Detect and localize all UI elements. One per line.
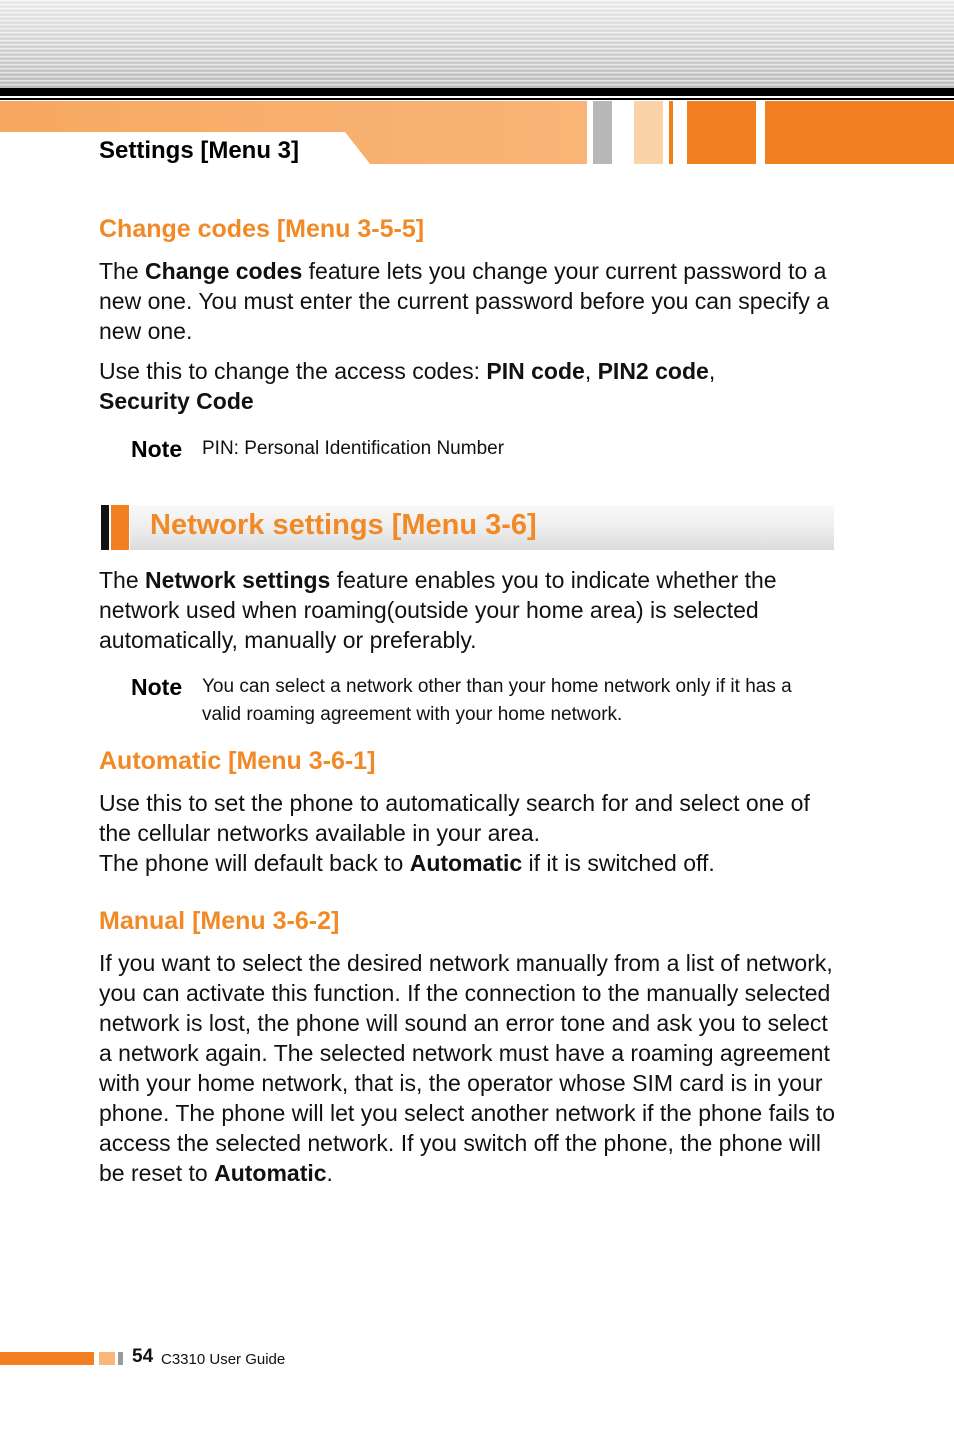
- manual-heading: Manual [Menu 3-6-2]: [99, 907, 340, 935]
- header-black-rule: [0, 88, 954, 96]
- access-codes-paragraph: Use this to change the access codes: PIN code, PIN2 code, Security Code: [99, 358, 716, 414]
- automatic-paragraph: Use this to set the phone to automatically search for and select one of the cellular networks available in your area. The phone will default back to Automatic if it is switched off.: [99, 790, 810, 876]
- network-settings-heading: Network settings [Menu 3-6]: [150, 509, 537, 541]
- section-title: Settings [Menu 3]: [99, 137, 300, 164]
- footer-orange-bar: [0, 1352, 94, 1365]
- note-label: Note: [131, 436, 183, 462]
- footer-gray-block: [118, 1352, 123, 1365]
- note-label: Note: [131, 674, 183, 700]
- header-orange-block: [687, 101, 756, 164]
- network-settings-paragraph: The Network settings feature enables you to indicate whether the network used when roaming(outside your home area) is selected automatically, manually or preferably.: [99, 567, 777, 653]
- change-codes-paragraph: The Change codes feature lets you change your current password to a new one. You must enter the current password before you can specify a new one.: [99, 258, 830, 344]
- header-metallic-band: [0, 0, 954, 90]
- guide-name: C3310 User Guide: [161, 1351, 286, 1368]
- page-number: 54: [132, 1346, 154, 1367]
- automatic-heading: Automatic [Menu 3-6-1]: [99, 747, 376, 775]
- banner-orange-bar: [111, 505, 129, 550]
- header-orange-block-wide: [765, 101, 954, 164]
- header-peach-block: [634, 101, 663, 164]
- manual-paragraph: If you want to select the desired network manually from a list of network, you can activate this function. If the connection to the manually selected network is lost, the phone will sound an error tone and ask you to select a network again. The selected network must have a roaming agreement with your home network, that is, the operator whose SIM card is in your phone. The phone will let you select another network if the phone fails to access the selected network. If you switch off the phone, the phone will be reset to Automatic.: [99, 950, 836, 1186]
- header-gray-block: [593, 101, 612, 164]
- note-text: You can select a network other than your home network only if it has a valid roaming agreement with your home network.: [202, 676, 792, 725]
- change-codes-heading: Change codes [Menu 3-5-5]: [99, 215, 425, 243]
- note-text: PIN: Personal Identification Number: [202, 438, 505, 459]
- header-thin-rule: [0, 98, 954, 100]
- banner-black-bar: [101, 505, 109, 550]
- footer-peach-block: [99, 1352, 115, 1365]
- header-orange-stripe: [669, 101, 673, 164]
